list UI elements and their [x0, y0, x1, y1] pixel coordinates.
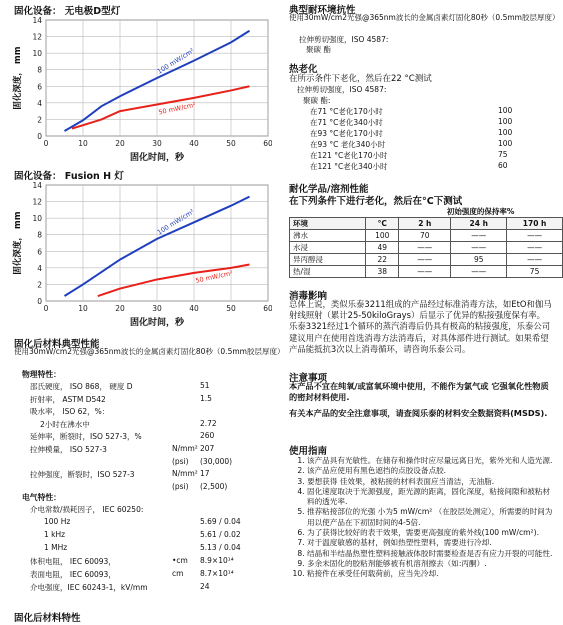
env-title: 典型耐环境抗性	[289, 5, 356, 16]
table-cell: 95	[451, 254, 507, 266]
y-tick-label: 4	[37, 98, 42, 108]
cured-props-title: 固化后材料典型性能	[14, 339, 100, 350]
cured-props-note: 使用30mW/cm2光强@365nm波长的金属卤素灯固化80秒（0.5mm胶层厚度）	[14, 347, 285, 356]
physical-unit: N/mm²	[172, 469, 198, 479]
table-row	[290, 230, 563, 242]
heat-value: 100	[498, 106, 513, 115]
physical-label: 折射率， ASTM D542	[30, 394, 106, 404]
y-tick-label: 12	[32, 32, 42, 42]
table-cell: ——	[451, 242, 507, 254]
table-cell: ——	[399, 266, 451, 278]
electrical-unit: •cm	[172, 556, 188, 565]
table-cell: 75	[507, 266, 563, 278]
heat-desc: 在所示条件下老化，然后在22 °C测试	[289, 74, 432, 84]
env-note: 使用30mW/cm2光强@365nm波长的金属卤素灯固化80秒（0.5mm胶层厚度）	[289, 13, 560, 22]
chart2-title: 固化设备： Fusion H 灯	[14, 171, 124, 182]
electrical-value: 8.7×10¹⁴	[200, 569, 234, 578]
solvent-header: 环境	[290, 218, 366, 230]
physical-label: 拉伸强度，断裂时，ISO 527-3	[30, 470, 135, 480]
physical-label: 拉伸模量， ISO 527-3	[30, 445, 107, 454]
sterile-text: 总体上说，类似乐泰3211组成的产品经过标准消毒方法，如EtO和伽马射线照射（累计25-50kiloGrays）后显示了优异的粘接强度保有率。 乐泰3321经过1个循环的蒸汽消毒后仍具有极高的粘接强度，乐泰公司建议用户在使用首选消毒方法消毒后，对具体部件进行测试。如果希望产品能抵抗3次以上消毒循环，请咨询乐泰公司。	[289, 299, 552, 354]
x-tick-label: 40	[189, 304, 199, 313]
usage-list-wrap	[293, 456, 555, 580]
y-tick-label: 10	[32, 214, 42, 224]
env-line1: 拉伸剪切强度，ISO 4587:	[299, 35, 389, 44]
electrical-label: 1 MHz	[44, 543, 68, 552]
x-tick-label: 60	[263, 304, 272, 313]
solvent-title2: 在下列条件下进行老化，然后在°C下测试	[289, 196, 463, 207]
electrical-label: 介电常数/损耗因子， IEC 60250:	[30, 505, 144, 514]
table-cell: ——	[399, 254, 451, 266]
chart1-svg	[10, 14, 272, 162]
x-tick-label: 50	[226, 139, 236, 148]
physical-value: 2.72	[200, 418, 217, 428]
y-tick-label: 6	[37, 82, 42, 92]
bottom-title: 固化后材料特性	[14, 613, 81, 624]
table-cell: ——	[507, 254, 563, 266]
table-cell: 沸水	[290, 230, 366, 242]
y-tick-label: 14	[32, 181, 42, 190]
table-cell: 热/湿	[290, 266, 366, 278]
y-tick-label: 0	[37, 132, 42, 141]
physical-unit: N/mm²	[172, 444, 198, 453]
physical-label: 延伸率，断裂时，ISO 527-3，%	[30, 432, 142, 442]
electrical-value: 5.13 / 0.04	[200, 543, 241, 552]
x-tick-label: 60	[263, 139, 272, 148]
usage-item: 2. 该产品应使用有黑色遮挡的点胶设备点胶.	[307, 466, 555, 476]
electrical-value: 8.9×10¹⁴	[200, 556, 234, 565]
electrical-label: 体积电阻， IEC 60093，	[30, 557, 116, 566]
heat-value: 75	[498, 150, 508, 159]
y-tick-label: 4	[37, 263, 42, 273]
x-tick-label: 40	[189, 139, 199, 148]
x-axis-label: 固化时间，秒	[129, 318, 185, 327]
physical-value: 51	[200, 381, 210, 390]
heat-label: 在121 °C老化340小时	[310, 162, 388, 171]
physical-unit: (psi)	[172, 481, 189, 491]
x-tick-label: 30	[152, 304, 162, 313]
electrical-label: 1 kHz	[44, 530, 66, 539]
env-line2: 聚碳 酯	[306, 45, 331, 54]
x-tick-label: 20	[115, 304, 125, 313]
heat-line2: 聚碳 酯:	[303, 96, 331, 105]
electrical-value: 24	[200, 582, 210, 591]
heat-value: 100	[498, 139, 513, 148]
solvent-table-wrap	[289, 206, 563, 278]
physical-label: 邵氏硬度， ISO 868， 硬度 D	[30, 382, 133, 391]
solvent-header: 170 h	[507, 218, 563, 230]
heat-label: 在121 °C老化170小时	[310, 151, 388, 160]
y-tick-label: 0	[37, 297, 42, 306]
usage-item: 10. 粘接件在承受任何载荷前，应当先冷却.	[307, 569, 555, 579]
y-tick-label: 8	[37, 230, 42, 240]
table-row	[290, 266, 563, 278]
electrical-label: 介电强度，IEC 60243-1，kV/mm	[30, 583, 148, 592]
y-tick-label: 6	[37, 247, 42, 257]
heat-title: 热老化	[289, 64, 318, 75]
physical-unit: (psi)	[172, 456, 189, 466]
x-axis-label: 固化时间，秒	[129, 153, 185, 162]
solvent-header: 2 h	[399, 218, 451, 230]
heat-label: 在93 °C 老化340小时	[310, 140, 386, 149]
table-cell: 异丙醇浸	[290, 254, 366, 266]
table-cell: 70	[399, 230, 451, 242]
physical-value: 207	[200, 444, 215, 453]
physical-value: 1.5	[200, 393, 212, 403]
table-row	[290, 254, 563, 266]
y-axis-label: 固化深度， mm	[13, 46, 23, 110]
solvent-table	[289, 206, 563, 278]
chart2-svg	[10, 179, 272, 327]
heat-value: 60	[498, 161, 508, 170]
x-tick-label: 30	[152, 139, 162, 148]
table-cell: 22	[366, 254, 399, 266]
y-tick-label: 2	[37, 115, 42, 125]
sterile-title: 消毒影响	[289, 291, 328, 302]
physical-label: 2小时在沸水中	[40, 419, 90, 429]
x-tick-label: 50	[226, 304, 236, 313]
caution-text-2: 有关本产品的安全注意事项，请查阅乐泰的材料安全数据资料(MSDS).	[289, 408, 548, 418]
y-tick-label: 2	[37, 280, 42, 290]
chart2	[10, 179, 272, 329]
chart1	[10, 14, 272, 164]
heat-label: 在93 °C老化170小时	[310, 129, 383, 138]
electrical-label: 表面电阻， IEC 60093，	[30, 570, 116, 579]
x-tick-label: 0	[43, 139, 49, 148]
table-row	[290, 242, 563, 254]
electrical-title: 电气特性：	[22, 493, 61, 502]
physical-value: (2,500)	[200, 481, 228, 491]
table-cell: 100	[366, 230, 399, 242]
table-cell: ——	[507, 242, 563, 254]
usage-list	[293, 456, 555, 580]
x-tick-label: 10	[78, 139, 88, 148]
heat-value: 100	[498, 128, 513, 137]
y-tick-label: 12	[32, 197, 42, 207]
physical-value: 17	[200, 469, 210, 479]
usage-item: 6. 为了获得比较好的表干效果，需要更高强度的紫外线(100 mW/cm²).	[307, 528, 555, 538]
series-label: 50 mW/cm²	[194, 269, 234, 285]
heat-value: 100	[498, 117, 513, 126]
heat-label: 在71 °C老化340小时	[310, 118, 383, 127]
x-tick-label: 10	[78, 304, 88, 313]
physical-title: 物理特性：	[22, 370, 61, 379]
physical-value: (30,000)	[200, 456, 233, 466]
table-cell: 38	[366, 266, 399, 278]
usage-item: 5. 推荐粘接部位的光强 小为5 mW/cm² （在胶层处测定），所需要的时间为用以使产品在下初固时间的4-5倍.	[307, 507, 555, 528]
heat-label: 在71 °C老化170小时	[310, 107, 383, 116]
table-cell: ——	[451, 266, 507, 278]
usage-title: 使用指南	[289, 446, 328, 457]
series-label: 100 mW/cm²	[155, 207, 196, 237]
solvent-header-row	[290, 218, 563, 230]
y-tick-label: 14	[32, 16, 42, 25]
series-label: 100 mW/cm²	[155, 46, 196, 76]
solvent-group-header: 初始强度的保持率%	[446, 207, 515, 216]
electrical-unit: cm	[172, 569, 184, 578]
usage-item: 9. 多余未固化的胶粘剂能够被有机溶剂擦去（如:丙酮）.	[307, 559, 555, 569]
chart1-title: 固化设备： 无电极D型灯	[14, 6, 121, 17]
heat-line1: 拉伸剪切强度，ISO 4587:	[297, 85, 387, 94]
caution-text-1: 本产品不宜在纯氧/或富氧环境中使用，不能作为氯气或 它强氧化性物质的密封材料使用.	[289, 381, 549, 402]
usage-item: 7. 对于温度敏感的基材，例如热塑性塑料，需要进行冷却.	[307, 538, 555, 548]
electrical-value: 5.69 / 0.04	[200, 517, 241, 526]
table-cell: ——	[507, 230, 563, 242]
solvent-title1: 耐化学品/溶剂性能	[289, 184, 369, 195]
usage-item: 3. 要想获得 佳效果，被粘接的材料表面应当清洁，无油脂.	[307, 477, 555, 487]
table-cell: ——	[399, 242, 451, 254]
usage-item: 1. 该产品具有光敏性。在储存和操作时应尽量远离日光，紫外光和人造光源.	[307, 456, 555, 466]
electrical-label: 100 Hz	[44, 517, 71, 526]
x-tick-label: 20	[115, 139, 125, 148]
physical-label: 吸水率， ISO 62，%：	[30, 407, 110, 417]
usage-item: 8. 结晶和半结晶热塑性塑料接触液体胶时需要检查是否有应力开裂的可能性.	[307, 549, 555, 559]
table-cell: 49	[366, 242, 399, 254]
y-axis-label: 固化深度， mm	[13, 211, 23, 275]
physical-value: 260	[200, 431, 215, 441]
x-tick-label: 0	[43, 304, 49, 313]
usage-item: 4. 固化速度取决于光源强度，距光源的距离，固化深度，粘接间隙和被粘材料的透光率.	[307, 487, 555, 508]
solvent-header: °C	[366, 218, 399, 230]
y-tick-label: 8	[37, 65, 42, 75]
table-cell: ——	[451, 230, 507, 242]
caution-title: 注意事项	[289, 373, 328, 384]
solvent-header: 24 h	[451, 218, 507, 230]
series-label: 50 mW/cm²	[157, 100, 197, 117]
electrical-value: 5.61 / 0.02	[200, 530, 241, 539]
y-tick-label: 10	[32, 49, 42, 59]
table-cell: 水浸	[290, 242, 366, 254]
